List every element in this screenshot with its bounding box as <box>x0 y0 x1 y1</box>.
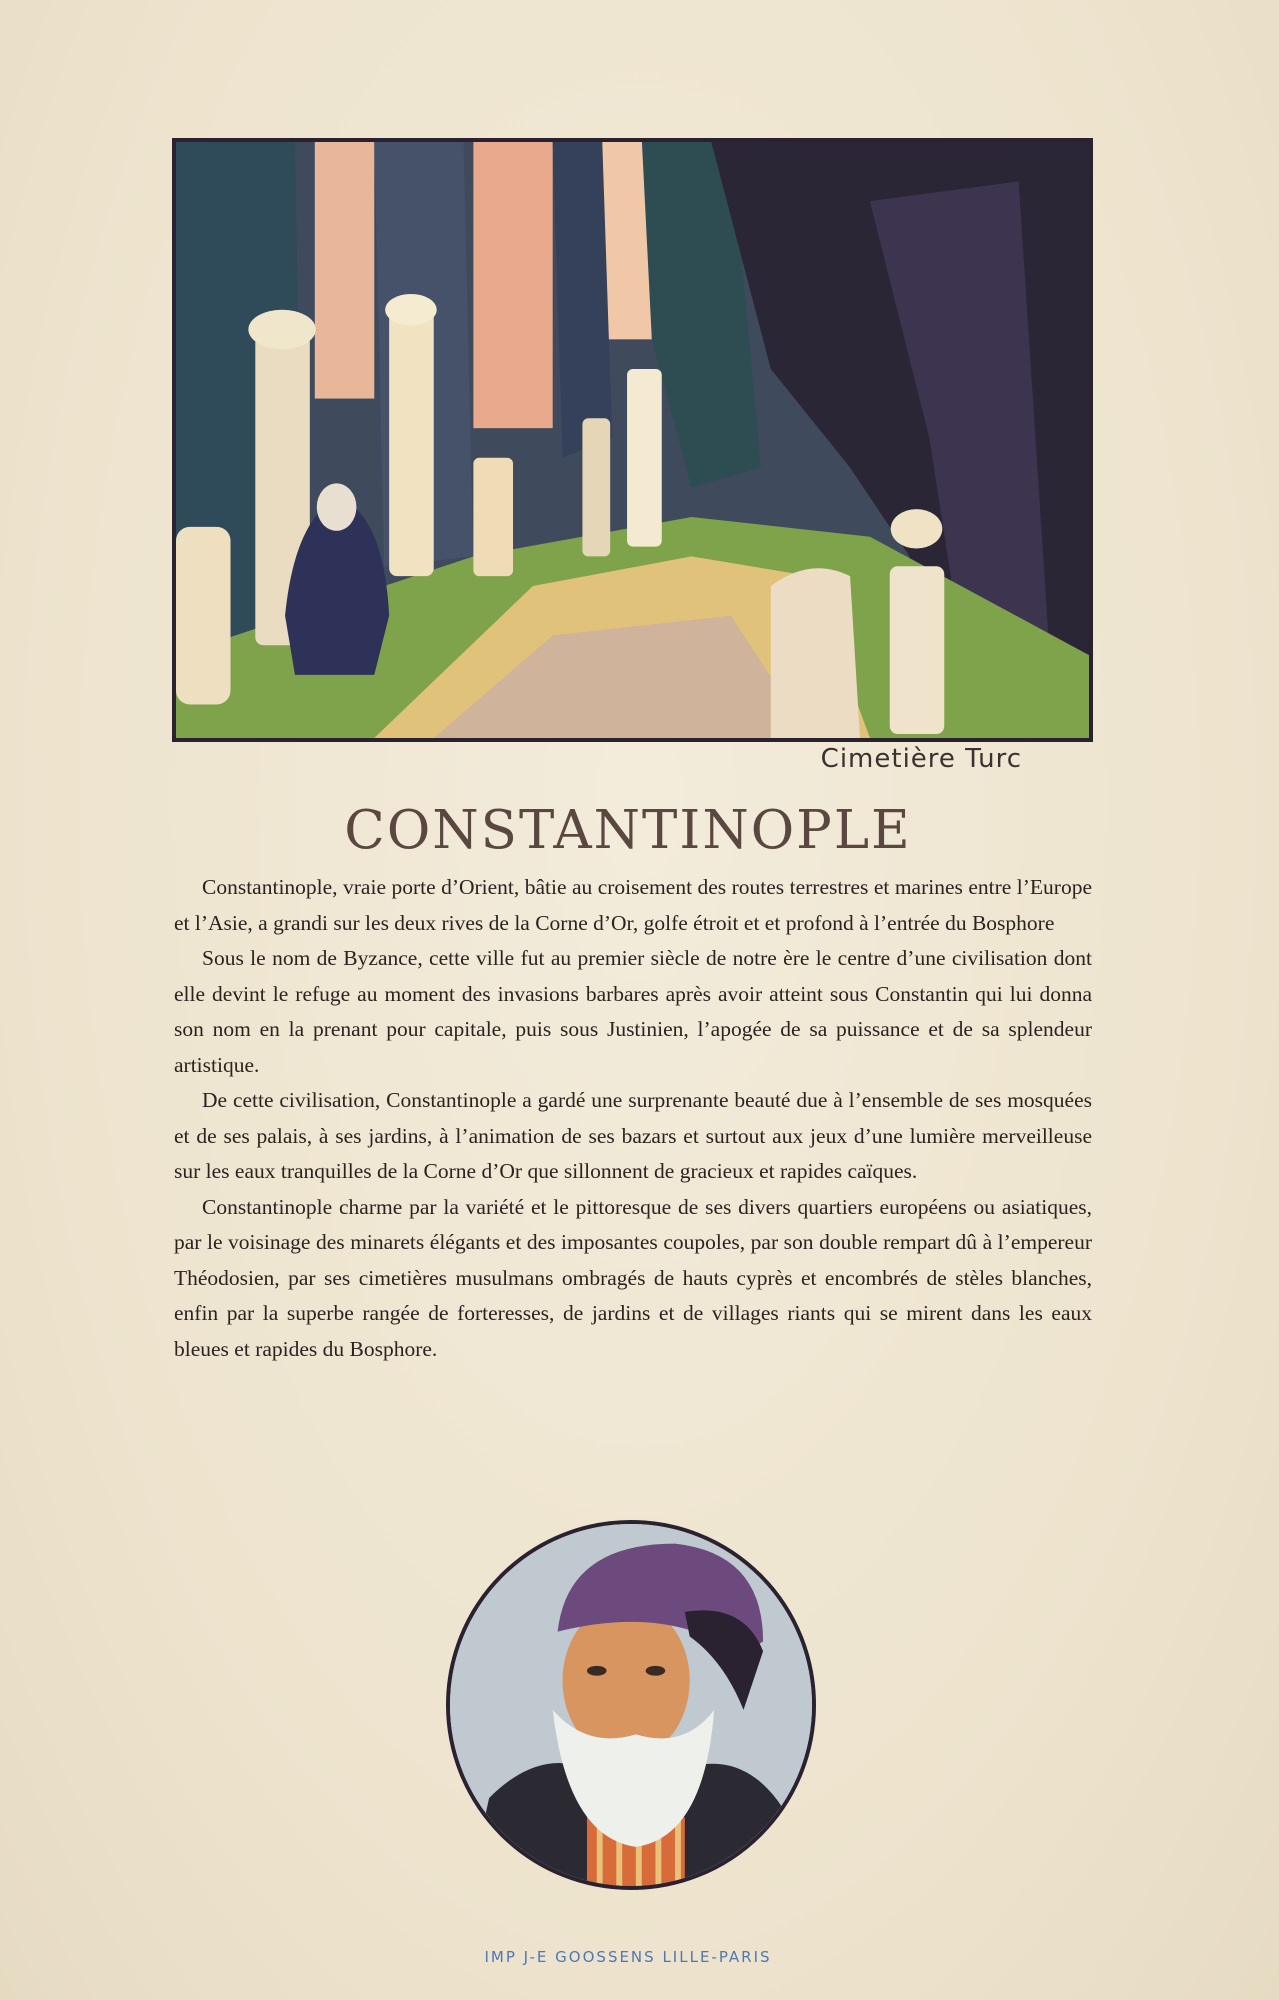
article-body <box>174 870 1092 1367</box>
paragraph: Constantinople charme par la variété et le pittoresque de ses divers quartiers européens ou asiatiques, par le voisinage des minarets élégants et des imposantes coupoles, par son double rempart dû à l’empereur Théodosien, par ses cimetières musulmans ombragés de hauts cyprès et encombrés de stèles blanches, enfin par la superbe rangée de forteresses, de jardins et de villages riants qui se mirent dans les eaux bleues et rapides du Bosphore. <box>174 1194 1092 1361</box>
illustration-caption: Cimetière Turc <box>820 744 1022 774</box>
paragraph: De cette civilisation, Constantinople a gardé une surprenante beauté due à l’ensemble de ses mosquées et de ses palais, à ses jardins, à l’animation de ses bazars et surtout aux jeux d’une lumière merveilleuse sur les eaux tranquilles de la Corne d’Or que sillonnent de gracieux et rapides caïques. <box>174 1088 1092 1183</box>
cemetery-illustration <box>172 138 1093 742</box>
paragraph: Sous le nom de Byzance, cette ville fut au premier siècle de notre ère le centre d’une civilisation dont elle devint le refuge au moment des invasions barbares après avoir atteint sous Constantin qui lui donna son nom en la prenant pour capitale, puis sous Justinien, l’apogée de sa puissance et de sa splendeur artistique. <box>174 946 1092 1077</box>
paragraph: Constantinople, vraie porte d’Orient, bâtie au croisement des routes terrestres et marines entre l’Europe et l’Asie, a grandi sur les deux rives de la Corne d’Or, golfe étroit et et profond à l’entrée du Bosphore <box>174 875 1092 935</box>
printer-imprint: IMP J-E GOOSSENS LILLE-PARIS <box>484 1948 772 1966</box>
page-title: CONSTANTINOPLE <box>344 800 912 861</box>
cemetery-painting <box>176 142 1089 738</box>
bearded-man-image <box>450 1524 812 1886</box>
portrait-medallion <box>446 1520 816 1890</box>
